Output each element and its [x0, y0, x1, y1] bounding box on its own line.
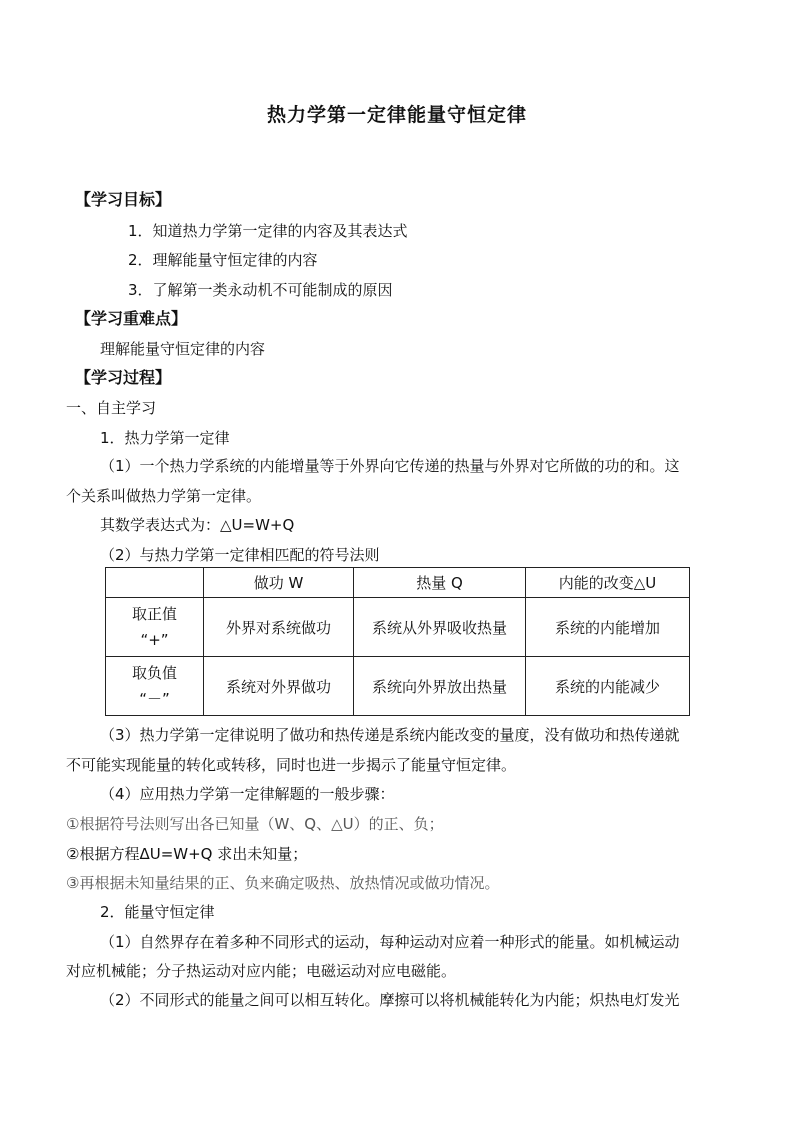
table-header-cell [106, 568, 204, 598]
table-cell: 系统的内能增加 [526, 598, 690, 657]
row-label: 取正值 [131, 605, 177, 623]
section-heading: 一、自主学习 [66, 399, 157, 417]
table-cell: 外界对系统做功 [204, 598, 354, 657]
sign-rule-table [105, 567, 690, 716]
table-cell: 系统从外界吸收热量 [354, 598, 526, 657]
objective-item: 3．了解第一类永动机不可能制成的原因 [128, 281, 393, 299]
objective-item: 1．知道热力学第一定律的内容及其表达式 [128, 222, 408, 240]
table-header-cell: 内能的改变△U [526, 568, 690, 598]
paragraph-line: （1）一个热力学系统的内能增量等于外界向它传递的热量与外界对它所做的功的和。这 [100, 457, 680, 475]
paragraph-line: （1）自然界存在着多种不同形式的运动，每种运动对应着一种形式的能量。如机械运动 [100, 933, 680, 951]
paragraph-line: （3）热力学第一定律说明了做功和热传递是系统内能改变的量度，没有做功和热传递就 [100, 726, 680, 744]
paragraph-line: 对应机械能；分子热运动对应内能；电磁运动对应电磁能。 [66, 962, 457, 980]
table-cell: 系统向外界放出热量 [354, 657, 526, 716]
objective-item: 2．理解能量守恒定律的内容 [128, 251, 318, 269]
table-header-cell: 热量 Q [354, 568, 526, 598]
table-header-row [106, 568, 690, 598]
process-heading: 【学习过程】 [75, 368, 172, 387]
table-row [106, 657, 690, 716]
key-points-heading: 【学习重难点】 [75, 309, 188, 328]
paragraph-line: （4）应用热力学第一定律解题的一般步骤： [100, 785, 395, 803]
row-sign: “+” [140, 631, 169, 649]
paragraph-line: （2）不同形式的能量之间可以相互转化。摩擦可以将机械能转化为内能；炽热电灯发光 [100, 991, 680, 1009]
step-line: ③再根据未知量结果的正、负来确定吸热、放热情况或做功情况。 [66, 874, 500, 892]
step-line: ②根据方程ΔU=W+Q 求出未知量； [66, 845, 308, 863]
paragraph-line: （2）与热力学第一定律相匹配的符号法则 [100, 546, 380, 564]
row-label-cell [106, 598, 204, 657]
subsection-heading: 1．热力学第一定律 [100, 429, 230, 447]
subsection-heading: 2．能量守恒定律 [100, 903, 215, 921]
row-label-cell [106, 657, 204, 716]
key-points-text: 理解能量守恒定律的内容 [100, 340, 266, 358]
table-cell: 系统对外界做功 [204, 657, 354, 716]
table-row [106, 598, 690, 657]
page-title: 热力学第一定律能量守恒定律 [266, 104, 527, 126]
objectives-heading: 【学习目标】 [75, 190, 172, 209]
paragraph-line: 不可能实现能量的转化或转移，同时也进一步揭示了能量守恒定律。 [66, 756, 517, 774]
row-sign: “－” [139, 690, 170, 708]
table-cell: 系统的内能减少 [526, 657, 690, 716]
row-label: 取负值 [131, 664, 177, 682]
formula-text: 其数学表达式为：△U=W+Q [100, 516, 295, 534]
step-line: ①根据符号法则写出各已知量（W、Q、△U）的正、负； [66, 815, 444, 833]
paragraph-line: 个关系叫做热力学第一定律。 [66, 487, 262, 505]
table-header-cell: 做功 W [204, 568, 354, 598]
